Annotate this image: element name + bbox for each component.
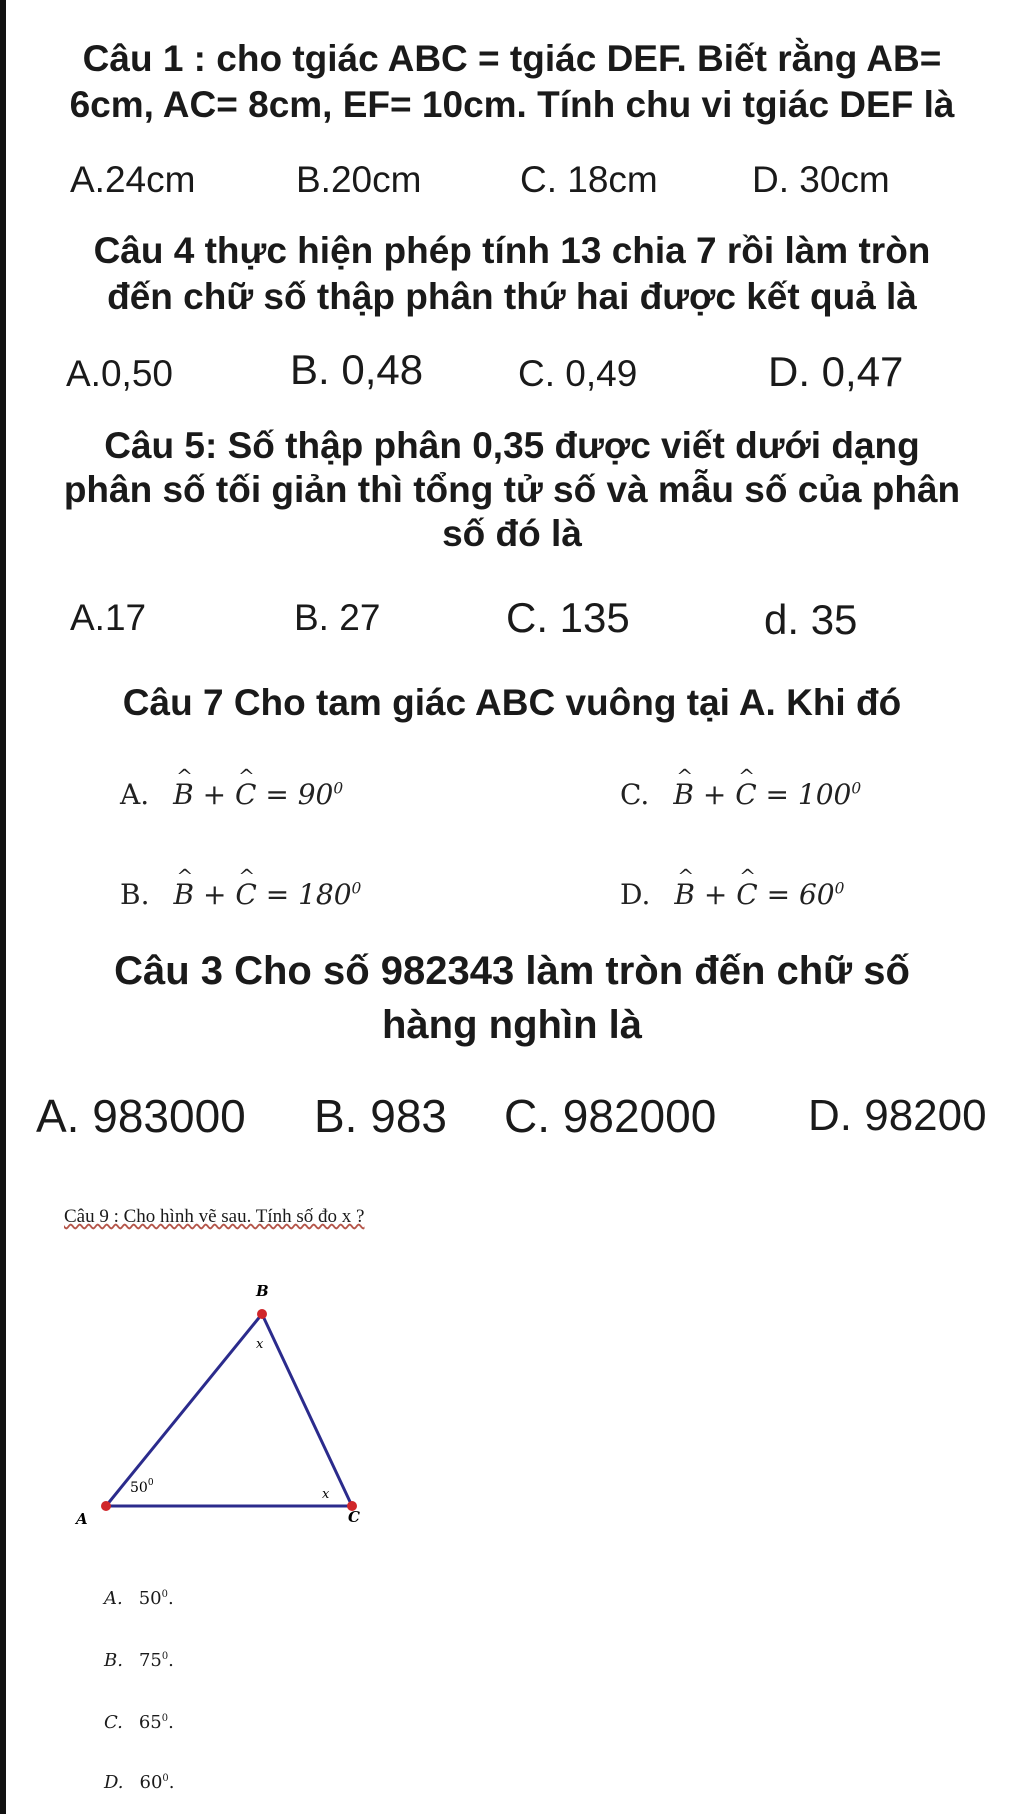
q9-option-a[interactable]: A. $50^0$. xyxy=(104,1588,174,1609)
q1-title xyxy=(10,36,1014,128)
left-border xyxy=(0,0,6,1814)
q5-line3: số đó là xyxy=(442,513,582,554)
q1-option-b[interactable]: B.20cm xyxy=(296,159,422,200)
q9-option-c[interactable]: C. $65^0$. xyxy=(104,1712,174,1733)
q9-triangle-figure xyxy=(60,1278,360,1558)
vertex-c-label: C xyxy=(348,1508,360,1526)
angle-c-label: x xyxy=(322,1487,330,1502)
q4-title xyxy=(10,228,1014,320)
vertex-a-point xyxy=(101,1501,111,1511)
q5-title xyxy=(10,424,1014,556)
vertex-a-label: A xyxy=(76,1510,88,1528)
q3-title xyxy=(10,944,1014,1052)
q3-line1: Câu 3 Cho số 982343 làm tròn đến chữ số xyxy=(114,949,910,993)
q5-option-d[interactable]: d. 35 xyxy=(764,596,858,643)
vertex-b-label: B xyxy=(256,1282,269,1300)
angle-b-label: x xyxy=(256,1337,264,1352)
side-ab xyxy=(106,1314,262,1506)
q7-option-c[interactable]: C.^ B + ^ $C = 100^0$ xyxy=(620,778,861,811)
q1-line1: Câu 1 : cho tgiác ABC = tgiác DEF. Biết rằng AB= xyxy=(82,38,942,79)
q1-option-d[interactable]: D. 30cm xyxy=(752,159,890,200)
q3-option-c[interactable]: C. 982000 xyxy=(504,1090,717,1142)
q7-option-d[interactable]: D.^ B + ^ $C = 60^0$ xyxy=(620,878,844,911)
q5-option-b[interactable]: B. 27 xyxy=(294,597,381,638)
q4-option-b[interactable]: B. 0,48 xyxy=(290,346,424,393)
q4-option-c[interactable]: C. 0,49 xyxy=(518,353,638,394)
q1-line2: 6cm, AC= 8cm, EF= 10cm. Tính chu vi tgiác DEF là xyxy=(69,84,955,125)
q7-option-a[interactable]: A.^ B + ^ $C = 90^0$ xyxy=(120,778,343,811)
q9-option-b[interactable]: B. $75^0$. xyxy=(104,1650,174,1671)
vertex-b-point xyxy=(257,1309,267,1319)
q5-line2: phân số tối giản thì tổng tử số và mẫu số của phân xyxy=(63,469,961,510)
q3-option-b[interactable]: B. 983 xyxy=(314,1090,447,1142)
q3-option-a[interactable]: A. 983000 xyxy=(36,1090,246,1142)
q4-line2: đến chữ số thập phân thứ hai được kết quả là xyxy=(107,276,917,317)
q1-option-c[interactable]: C. 18cm xyxy=(520,159,658,200)
q4-option-d[interactable]: D. 0,47 xyxy=(768,348,904,395)
q3-line2: hàng nghìn là xyxy=(382,1003,642,1047)
q5-option-c[interactable]: C. 135 xyxy=(506,594,630,641)
q4-option-a[interactable]: A.0,50 xyxy=(66,353,173,394)
q4-line1: Câu 4 thực hiện phép tính 13 chia 7 rồi làm tròn xyxy=(93,230,931,271)
q5-option-a[interactable]: A.17 xyxy=(70,597,147,638)
q3-option-d[interactable]: D. 98200 xyxy=(808,1091,987,1140)
q5-line1: Câu 5: Số thập phân 0,35 được viết dưới dạng xyxy=(104,425,920,466)
q1-option-a[interactable]: A.24cm xyxy=(70,159,196,200)
q9-title: Câu 9 : Cho hình vẽ sau. Tính số đo x ? xyxy=(64,1206,365,1227)
side-bc xyxy=(262,1314,352,1506)
q7-option-b[interactable]: B.^ B + ^ $C = 180^0$ xyxy=(120,878,361,911)
q7-title: Câu 7 Cho tam giác ABC vuông tại A. Khi đó xyxy=(122,682,902,723)
q9-option-d[interactable]: D. $60^0$. xyxy=(104,1772,175,1793)
angle-a-label: $50^0$ xyxy=(130,1478,154,1496)
